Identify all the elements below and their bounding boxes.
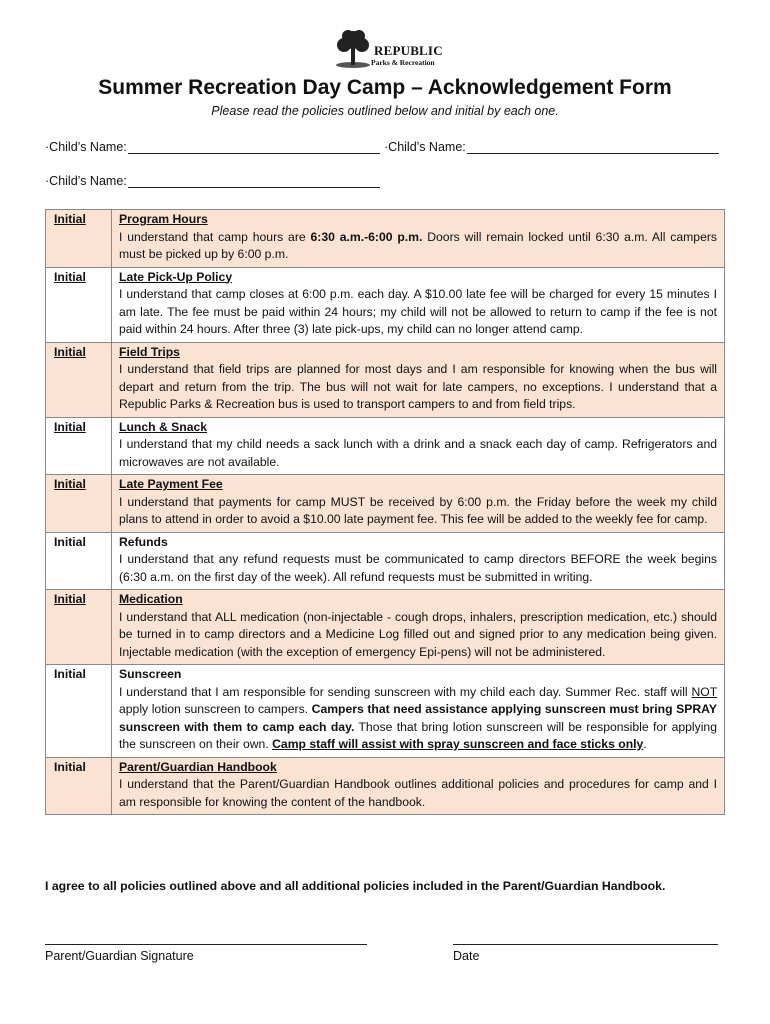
initial-cell[interactable]: Initial — [46, 475, 112, 533]
child-name-field-3[interactable] — [45, 174, 380, 188]
policy-content — [112, 665, 725, 758]
initial-cell[interactable]: Initial — [46, 267, 112, 342]
policy-title: Lunch & Snack — [119, 419, 208, 434]
policy-title: Program Hours — [119, 212, 208, 226]
policy-content — [112, 475, 725, 533]
signature-line[interactable] — [45, 944, 367, 945]
policies-table — [45, 209, 725, 815]
policy-title: Sunscreen — [119, 667, 182, 681]
logo-line-1: REPUBLIC — [374, 43, 443, 58]
policy-title: Parent/Guardian Handbook — [119, 759, 277, 774]
republic-logo — [334, 28, 443, 70]
policy-content — [112, 757, 725, 815]
child-name-line[interactable] — [467, 141, 719, 154]
policy-row-program-hours — [46, 210, 725, 268]
policy-content — [112, 532, 725, 590]
child-name-field-1[interactable] — [45, 140, 380, 154]
policy-text: I understand that payments for camp MUST be received by 6:00 p.m. the Friday before the week my child plans to attend in order to avoid a $10.00 late payment fee. This fee will be added to the weekly fee for camp. — [119, 494, 717, 526]
policy-row-lunch-snack — [46, 417, 725, 475]
child-name-line[interactable] — [128, 175, 380, 188]
policy-row-sunscreen — [46, 665, 725, 758]
policy-content — [112, 590, 725, 665]
initial-cell[interactable]: Initial — [46, 590, 112, 665]
policy-row-late-pickup — [46, 267, 725, 342]
initial-cell[interactable]: Initial — [46, 210, 112, 268]
policy-row-handbook — [46, 757, 725, 815]
signature-label: Parent/Guardian Signature — [45, 949, 194, 963]
policy-text: I understand that field trips are planned for most days and I am responsible for knowing when the bus will depart and return from the trip. The bus will not wait for late campers, no exceptions. I understand that a Republic Parks & Recreation bus is used to transport campers to and from field trips. — [119, 362, 717, 411]
child-name-label: ·Child’s Name: — [384, 140, 466, 154]
initial-cell[interactable]: Initial — [46, 665, 112, 758]
policy-text: I understand that the Parent/Guardian Handbook outlines additional policies and procedures for camp and I am responsible for knowing the content of the handbook. — [119, 777, 717, 809]
tree-icon — [334, 28, 374, 70]
date-label: Date — [453, 949, 480, 963]
policy-title: Late Pick-Up Policy — [119, 269, 233, 284]
policy-content — [112, 342, 725, 417]
child-name-field-2[interactable] — [384, 140, 719, 154]
policy-text: I understand that ALL medication (non-injectable - cough drops, inhalers, prescription medication, etc.) should be turned in to camp directors and a Medicine Log filled out and signed prior to any medication being given. Injectable medication (with the exception of emergency Epi-pens) will not be administered. — [119, 609, 717, 659]
policy-content — [112, 267, 725, 342]
policy-content — [112, 210, 725, 268]
policy-title: Field Trips — [119, 344, 180, 359]
policy-title: Late Payment Fee — [119, 477, 223, 491]
policy-row-refunds — [46, 532, 725, 590]
initial-cell[interactable]: Initial — [46, 757, 112, 815]
child-name-label: ·Child’s Name: — [45, 140, 127, 154]
policy-text: I understand that my child needs a sack lunch with a drink and a snack each day of camp. Refrigerators and microwaves are not available. — [119, 437, 717, 469]
policy-row-medication — [46, 590, 725, 665]
policy-text: I understand that camp closes at 6:00 p.m. each day. A $10.00 late fee will be charged for every 15 minutes I am late. The fee must be paid within 24 hours; my child will not be allowed to return to camp if the fee is not paid within 24 hours. After three (3) late pick-ups, my child can no longer attend camp. — [119, 287, 717, 336]
policy-text: I understand that any refund requests must be communicated to camp directors BEFORE the week begins (6:30 a.m. on the first day of the week). All refund requests must be submitted in writing. — [119, 552, 717, 584]
policy-row-field-trips — [46, 342, 725, 417]
policy-title: Medication — [119, 592, 183, 606]
form-title: Summer Recreation Day Camp – Acknowledgement Form — [98, 76, 672, 99]
child-name-line[interactable] — [128, 141, 380, 154]
initial-cell[interactable]: Initial — [46, 342, 112, 417]
agreement-statement: I agree to all policies outlined above and all additional policies included in the Parent/Guardian Handbook. — [45, 879, 666, 893]
policy-content — [112, 417, 725, 475]
initial-cell[interactable]: Initial — [46, 417, 112, 475]
child-name-label: ·Child’s Name: — [45, 174, 127, 188]
logo-line-2: Parks & Recreation — [371, 58, 435, 67]
policy-text: I understand that I am responsible for sending sunscreen with my child each day. Summer Rec. staff will NOT apply lotion sunscreen to campers. Campers that need assistance applying sunscreen must bring SPRAY sunscreen with them to camp each day. Those that bring lotion sunscreen will be responsible for applying the sunscreen on their own. Camp staff will assist with spray sunscreen and face sticks only. — [119, 684, 717, 751]
policy-title: Refunds — [119, 534, 168, 549]
date-line[interactable] — [453, 944, 718, 945]
initial-cell[interactable]: Initial — [46, 532, 112, 590]
form-subtitle: Please read the policies outlined below and initial by each one. — [211, 104, 559, 118]
policy-text: I understand that camp hours are 6:30 a.m.-6:00 p.m. Doors will remain locked until 6:30 a.m. All campers must be picked up by 6:00 p.m. — [119, 229, 718, 261]
policy-row-late-payment — [46, 475, 725, 533]
